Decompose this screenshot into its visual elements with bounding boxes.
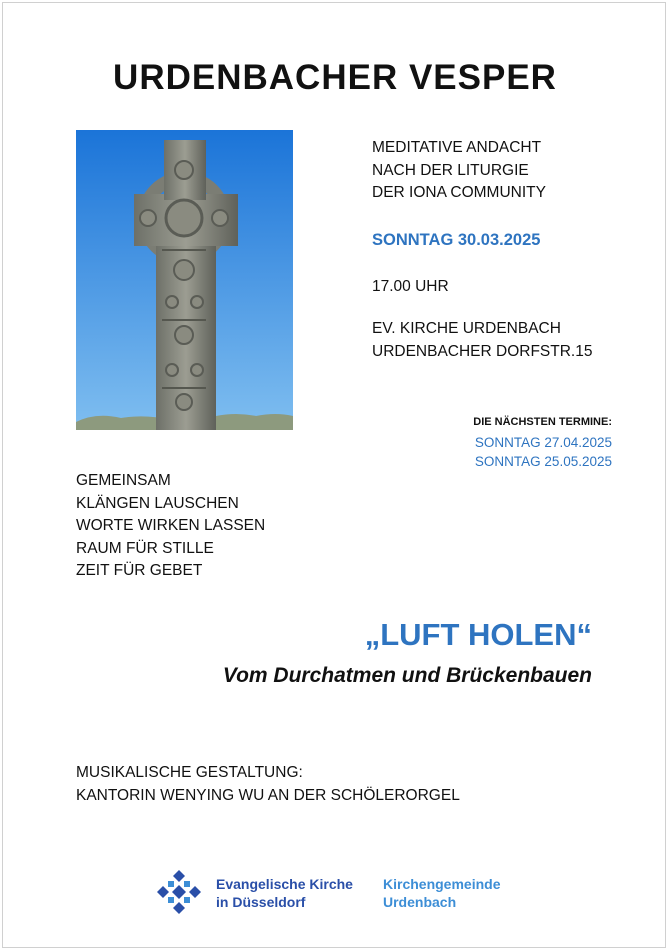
org-line: Kirchengemeinde [383,876,501,892]
activity-item: RAUM FÜR STILLE [76,539,214,557]
celtic-cross-photo [76,130,293,430]
intro-line: DER IONA COMMUNITY [372,184,546,201]
location-line: EV. KIRCHE URDENBACH [372,320,561,337]
event-time: 17.00 UHR [372,278,449,295]
motto-subtitle: Vom Durchatmen und Brückenbauen [222,664,592,687]
org-evangelische-kirche [216,875,353,911]
location-line: URDENBACHER DORFSTR.15 [372,342,593,360]
event-date: SONNTAG 30.03.2025 [372,231,541,249]
activities-list [76,470,265,583]
next-date: SONNTAG 27.04.2025 [474,435,612,450]
activity-item: ZEIT FÜR GEBET [76,562,203,579]
activity-item: KLÄNGEN LAUSCHEN [76,494,239,512]
activity-item: WORTE WIRKEN LASSEN [76,517,266,534]
music-line: MUSIKALISCHE GESTALTUNG: [76,764,303,781]
org-kirchengemeinde [383,875,500,911]
page-title: URDENBACHER VESPER [113,58,557,97]
intro-line: NACH DER LITURGIE [372,161,529,179]
music-credits [76,762,460,807]
motto-heading: „LUFT HOLEN“ [364,617,592,652]
org-line: Urdenbach [383,894,457,910]
cross-logo-icon [155,868,203,916]
activity-item: GEMEINSAM [76,472,171,489]
org-line: Evangelische Kirche [216,876,353,892]
intro-text [372,137,546,205]
intro-line: MEDITATIVE ANDACHT [372,139,542,156]
next-dates-label: DIE NÄCHSTEN TERMINE: [473,416,612,428]
org-line: in Düsseldorf [216,894,306,910]
event-location [372,318,592,363]
next-date: SONNTAG 25.05.2025 [474,454,612,469]
music-line: KANTORIN WENYING WU AN DER SCHÖLERORGEL [76,786,460,804]
next-dates-list [436,433,612,471]
